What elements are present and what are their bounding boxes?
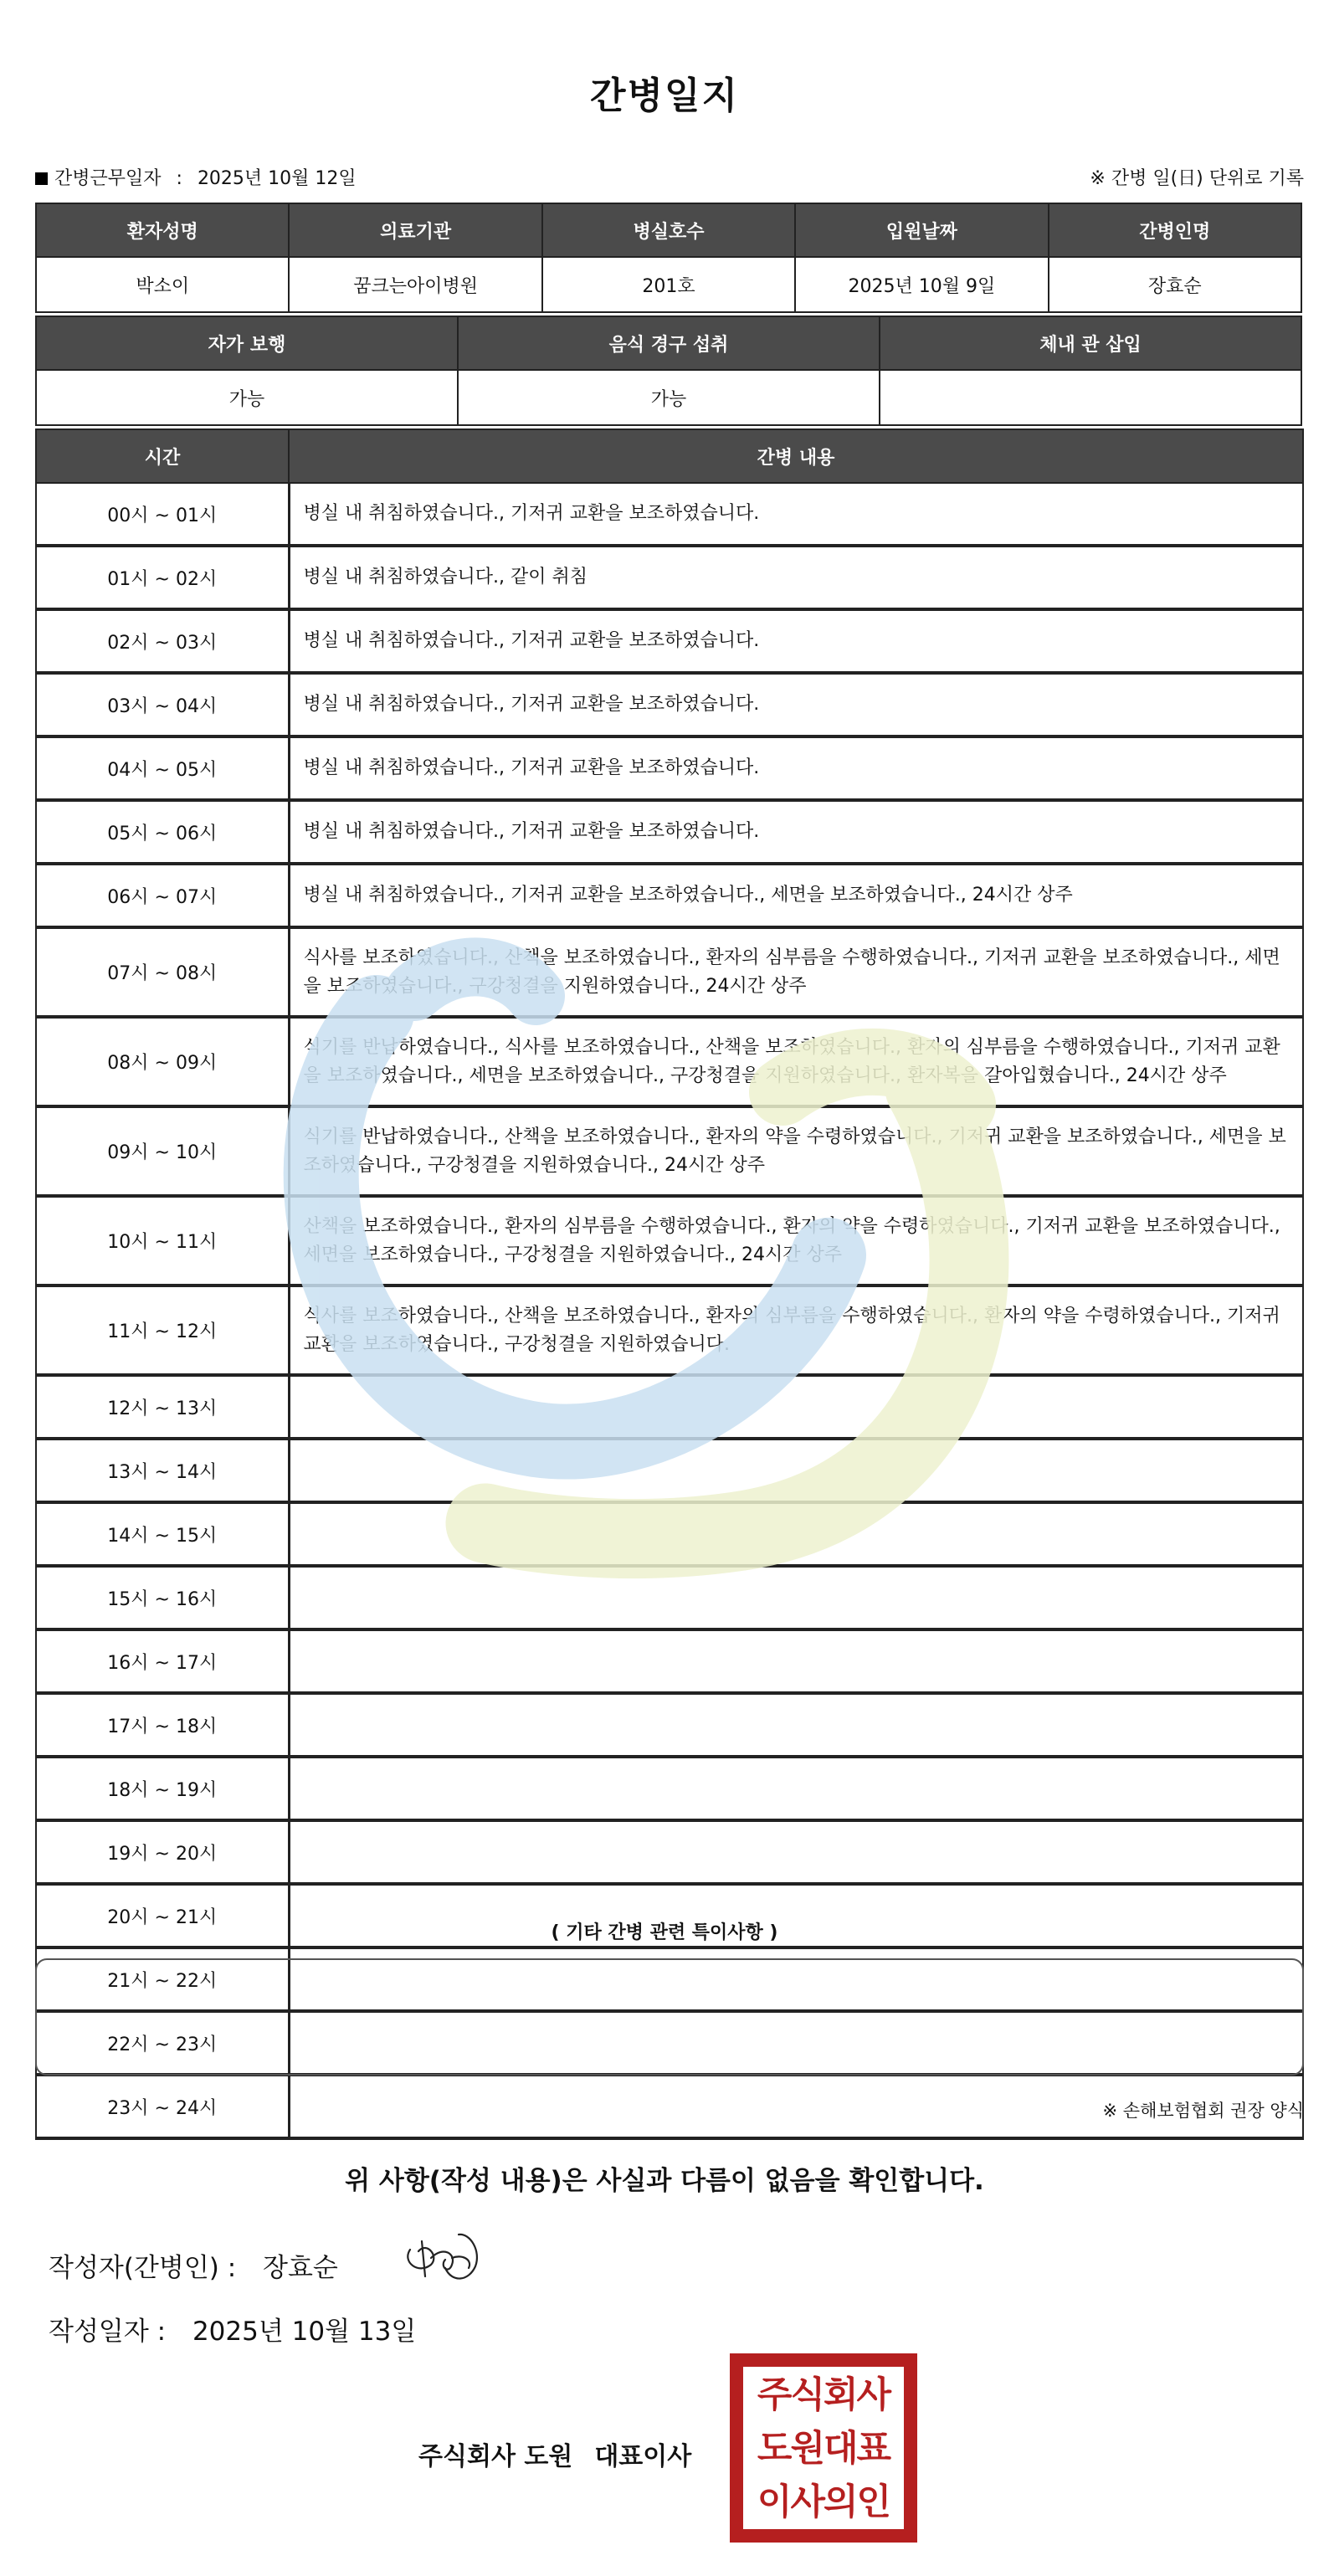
care-log-row (36, 1629, 1303, 1693)
care-log-time: 01시 ~ 02시 (36, 546, 289, 609)
company-seal-stamp (730, 2353, 917, 2543)
walking-header: 자가 보행 (36, 316, 458, 370)
care-log-time: 07시 ~ 08시 (36, 927, 289, 1017)
care-log-content (289, 1693, 1303, 1757)
care-log-time: 21시 ~ 22시 (36, 1947, 289, 2011)
care-log-content (289, 1757, 1303, 1820)
care-log-time: 00시 ~ 01시 (36, 483, 289, 546)
care-log-time: 04시 ~ 05시 (36, 736, 289, 800)
seal-lettering: 주식회사 도원대표 이사의인 (757, 2374, 890, 2523)
care-log-time: 06시 ~ 07시 (36, 864, 289, 927)
care-log-row (36, 1106, 1303, 1196)
care-date-separator: : (176, 168, 182, 189)
care-log-row (36, 1196, 1303, 1285)
care-log-time: 10시 ~ 11시 (36, 1196, 289, 1285)
care-log-row (36, 1502, 1303, 1566)
hospital-header: 의료기관 (289, 203, 541, 257)
writer-name: 장효순 (263, 2253, 338, 2283)
patient-info-header-row (36, 203, 1301, 257)
care-log-content: 병실 내 취침하였습니다., 기저귀 교환을 보조하였습니다. (289, 673, 1303, 736)
seal-inner (743, 2367, 904, 2529)
notes-box (35, 1958, 1304, 2076)
care-log-content: 병실 내 취침하였습니다., 기저귀 교환을 보조하였습니다. (289, 609, 1303, 673)
care-log-time: 15시 ~ 16시 (36, 1566, 289, 1629)
patient-info-table (35, 203, 1302, 313)
care-log-content: 병실 내 취침하였습니다., 기저귀 교환을 보조하였습니다. (289, 736, 1303, 800)
care-date-value: 2025년 10월 12일 (197, 168, 357, 189)
care-log-time: 08시 ~ 09시 (36, 1017, 289, 1106)
written-date-label: 작성일자 : (49, 2317, 167, 2347)
care-log-content (289, 1820, 1303, 1884)
time-header: 시간 (36, 429, 289, 483)
care-log-content (289, 1502, 1303, 1566)
care-log-time: 11시 ~ 12시 (36, 1285, 289, 1375)
care-log-row (36, 1439, 1303, 1502)
care-log-row (36, 1017, 1303, 1106)
care-log-row (36, 1566, 1303, 1629)
patient-status-table (35, 316, 1302, 426)
company-line (418, 2435, 691, 2472)
page-title: 간병일지 (589, 74, 739, 117)
care-log-time: 19시 ~ 20시 (36, 1820, 289, 1884)
written-date-value: 2025년 10월 13일 (192, 2317, 417, 2347)
care-log-time: 23시 ~ 24시 (36, 2075, 289, 2138)
care-log-row (36, 927, 1303, 1017)
care-log-time: 05시 ~ 06시 (36, 800, 289, 864)
oral-intake-header: 음식 경구 섭취 (458, 316, 880, 370)
care-log-row (36, 1285, 1303, 1375)
written-date-line (49, 2310, 416, 2348)
care-log-row (36, 609, 1303, 673)
patient-status-header-row (36, 316, 1301, 370)
care-log-time: 18시 ~ 19시 (36, 1757, 289, 1820)
care-date (35, 164, 357, 190)
patient-info-value-row (36, 257, 1301, 312)
care-log-content: 산책을 보조하였습니다., 환자의 심부름을 수행하였습니다., 환자의 약을 수령하였습니다., 기저귀 교환을 보조하였습니다., 세면을 보조하였습니다., 구강청결을 지원하였습니다., 24시간 상주 (289, 1196, 1303, 1285)
care-log-time: 14시 ~ 15시 (36, 1502, 289, 1566)
care-date-label: 간병근무일자 (54, 168, 162, 189)
care-content-header: 간병 내용 (289, 429, 1303, 483)
care-log-row (36, 1375, 1303, 1439)
care-log-table (35, 428, 1304, 2140)
care-log-time: 20시 ~ 21시 (36, 1884, 289, 1947)
writer-label: 작성자(간병인) : (49, 2253, 237, 2283)
patient-name-header: 환자성명 (36, 203, 289, 257)
care-log-time: 16시 ~ 17시 (36, 1629, 289, 1693)
care-log-row (36, 864, 1303, 927)
tube-insertion-value (880, 370, 1301, 425)
room-header: 병실호수 (542, 203, 795, 257)
care-log-content: 식기를 반납하였습니다., 산책을 보조하였습니다., 환자의 약을 수령하였습니다., 기저귀 교환을 보조하였습니다., 세면을 보조하였습니다., 구강청결을 지원하였습니다., 24시간 상주 (289, 1106, 1303, 1196)
care-log-time: 09시 ~ 10시 (36, 1106, 289, 1196)
care-log-content (289, 1375, 1303, 1439)
caregiver-name-header: 간병인명 (1049, 203, 1301, 257)
walking-value: 가능 (36, 370, 458, 425)
hospital-value: 꿈크는아이병원 (289, 257, 541, 312)
care-log-row (36, 673, 1303, 736)
care-log-row (36, 800, 1303, 864)
care-log-content (289, 1439, 1303, 1502)
care-log-row (36, 1820, 1303, 1884)
caregiver-name-value: 장효순 (1049, 257, 1301, 312)
care-log-time: 12시 ~ 13시 (36, 1375, 289, 1439)
room-value: 201호 (542, 257, 795, 312)
form-footnote: ※ 손해보험협회 권장 양식 (1102, 2101, 1304, 2121)
care-log-header-row (36, 429, 1303, 483)
care-log-time: 22시 ~ 23시 (36, 2011, 289, 2075)
care-log-content (289, 1629, 1303, 1693)
care-log-row (36, 546, 1303, 609)
care-log-content: 식사를 보조하였습니다., 산책을 보조하였습니다., 환자의 심부름을 수행하였습니다., 환자의 약을 수령하였습니다., 기저귀 교환을 보조하였습니다., 구강청결을 지원하였습니다. (289, 1285, 1303, 1375)
care-log-row (36, 1693, 1303, 1757)
care-log-time: 13시 ~ 14시 (36, 1439, 289, 1502)
care-log-content: 병실 내 취침하였습니다., 기저귀 교환을 보조하였습니다. (289, 800, 1303, 864)
care-log-content (289, 1566, 1303, 1629)
care-log-time: 03시 ~ 04시 (36, 673, 289, 736)
patient-name-value: 박소이 (36, 257, 289, 312)
admission-date-header: 입원날짜 (795, 203, 1048, 257)
admission-date-value: 2025년 10월 9일 (795, 257, 1048, 312)
tube-insertion-header: 체내 관 삽입 (880, 316, 1301, 370)
care-log-row (36, 483, 1303, 546)
care-log-row (36, 1757, 1303, 1820)
oral-intake-value: 가능 (458, 370, 880, 425)
care-log-time: 02시 ~ 03시 (36, 609, 289, 673)
care-log-content: 병실 내 취침하였습니다., 기저귀 교환을 보조하였습니다. (289, 483, 1303, 546)
writer-line (49, 2246, 338, 2284)
care-log-row (36, 736, 1303, 800)
unit-note: ※ 간병 일(日) 단위로 기록 (1090, 168, 1304, 189)
company-role: 대표이사 (594, 2442, 692, 2471)
bullet-square-icon (35, 172, 48, 185)
care-log-time: 17시 ~ 18시 (36, 1693, 289, 1757)
patient-status-value-row (36, 370, 1301, 425)
company-name: 주식회사 도원 (418, 2442, 573, 2471)
care-log-content: 병실 내 취침하였습니다., 같이 취침 (289, 546, 1303, 609)
care-log-content: 병실 내 취침하였습니다., 기저귀 교환을 보조하였습니다., 세면을 보조하였습니다., 24시간 상주 (289, 864, 1303, 927)
confirmation-statement: 위 사항(작성 내용)은 사실과 다름이 없음을 확인합니다. (345, 2166, 984, 2196)
handwritten-signature (393, 2216, 502, 2291)
care-log-content: 식사를 보조하였습니다., 산책을 보조하였습니다., 환자의 심부름을 수행하였습니다., 기저귀 교환을 보조하였습니다., 세면을 보조하였습니다., 구강청결을 지원하였습니다., 24시간 상주 (289, 927, 1303, 1017)
care-log-content: 식기를 반납하였습니다., 식사를 보조하였습니다., 산책을 보조하였습니다., 환자의 심부름을 수행하였습니다., 기저귀 교환을 보조하였습니다., 세면을 보조하였습니다., 구강청결을 지원하였습니다., 환자복을 갈아입혔습니다., 24시간 상주 (289, 1017, 1303, 1106)
notes-title: ( 기타 간병 관련 특이사항 ) (551, 1922, 778, 1943)
